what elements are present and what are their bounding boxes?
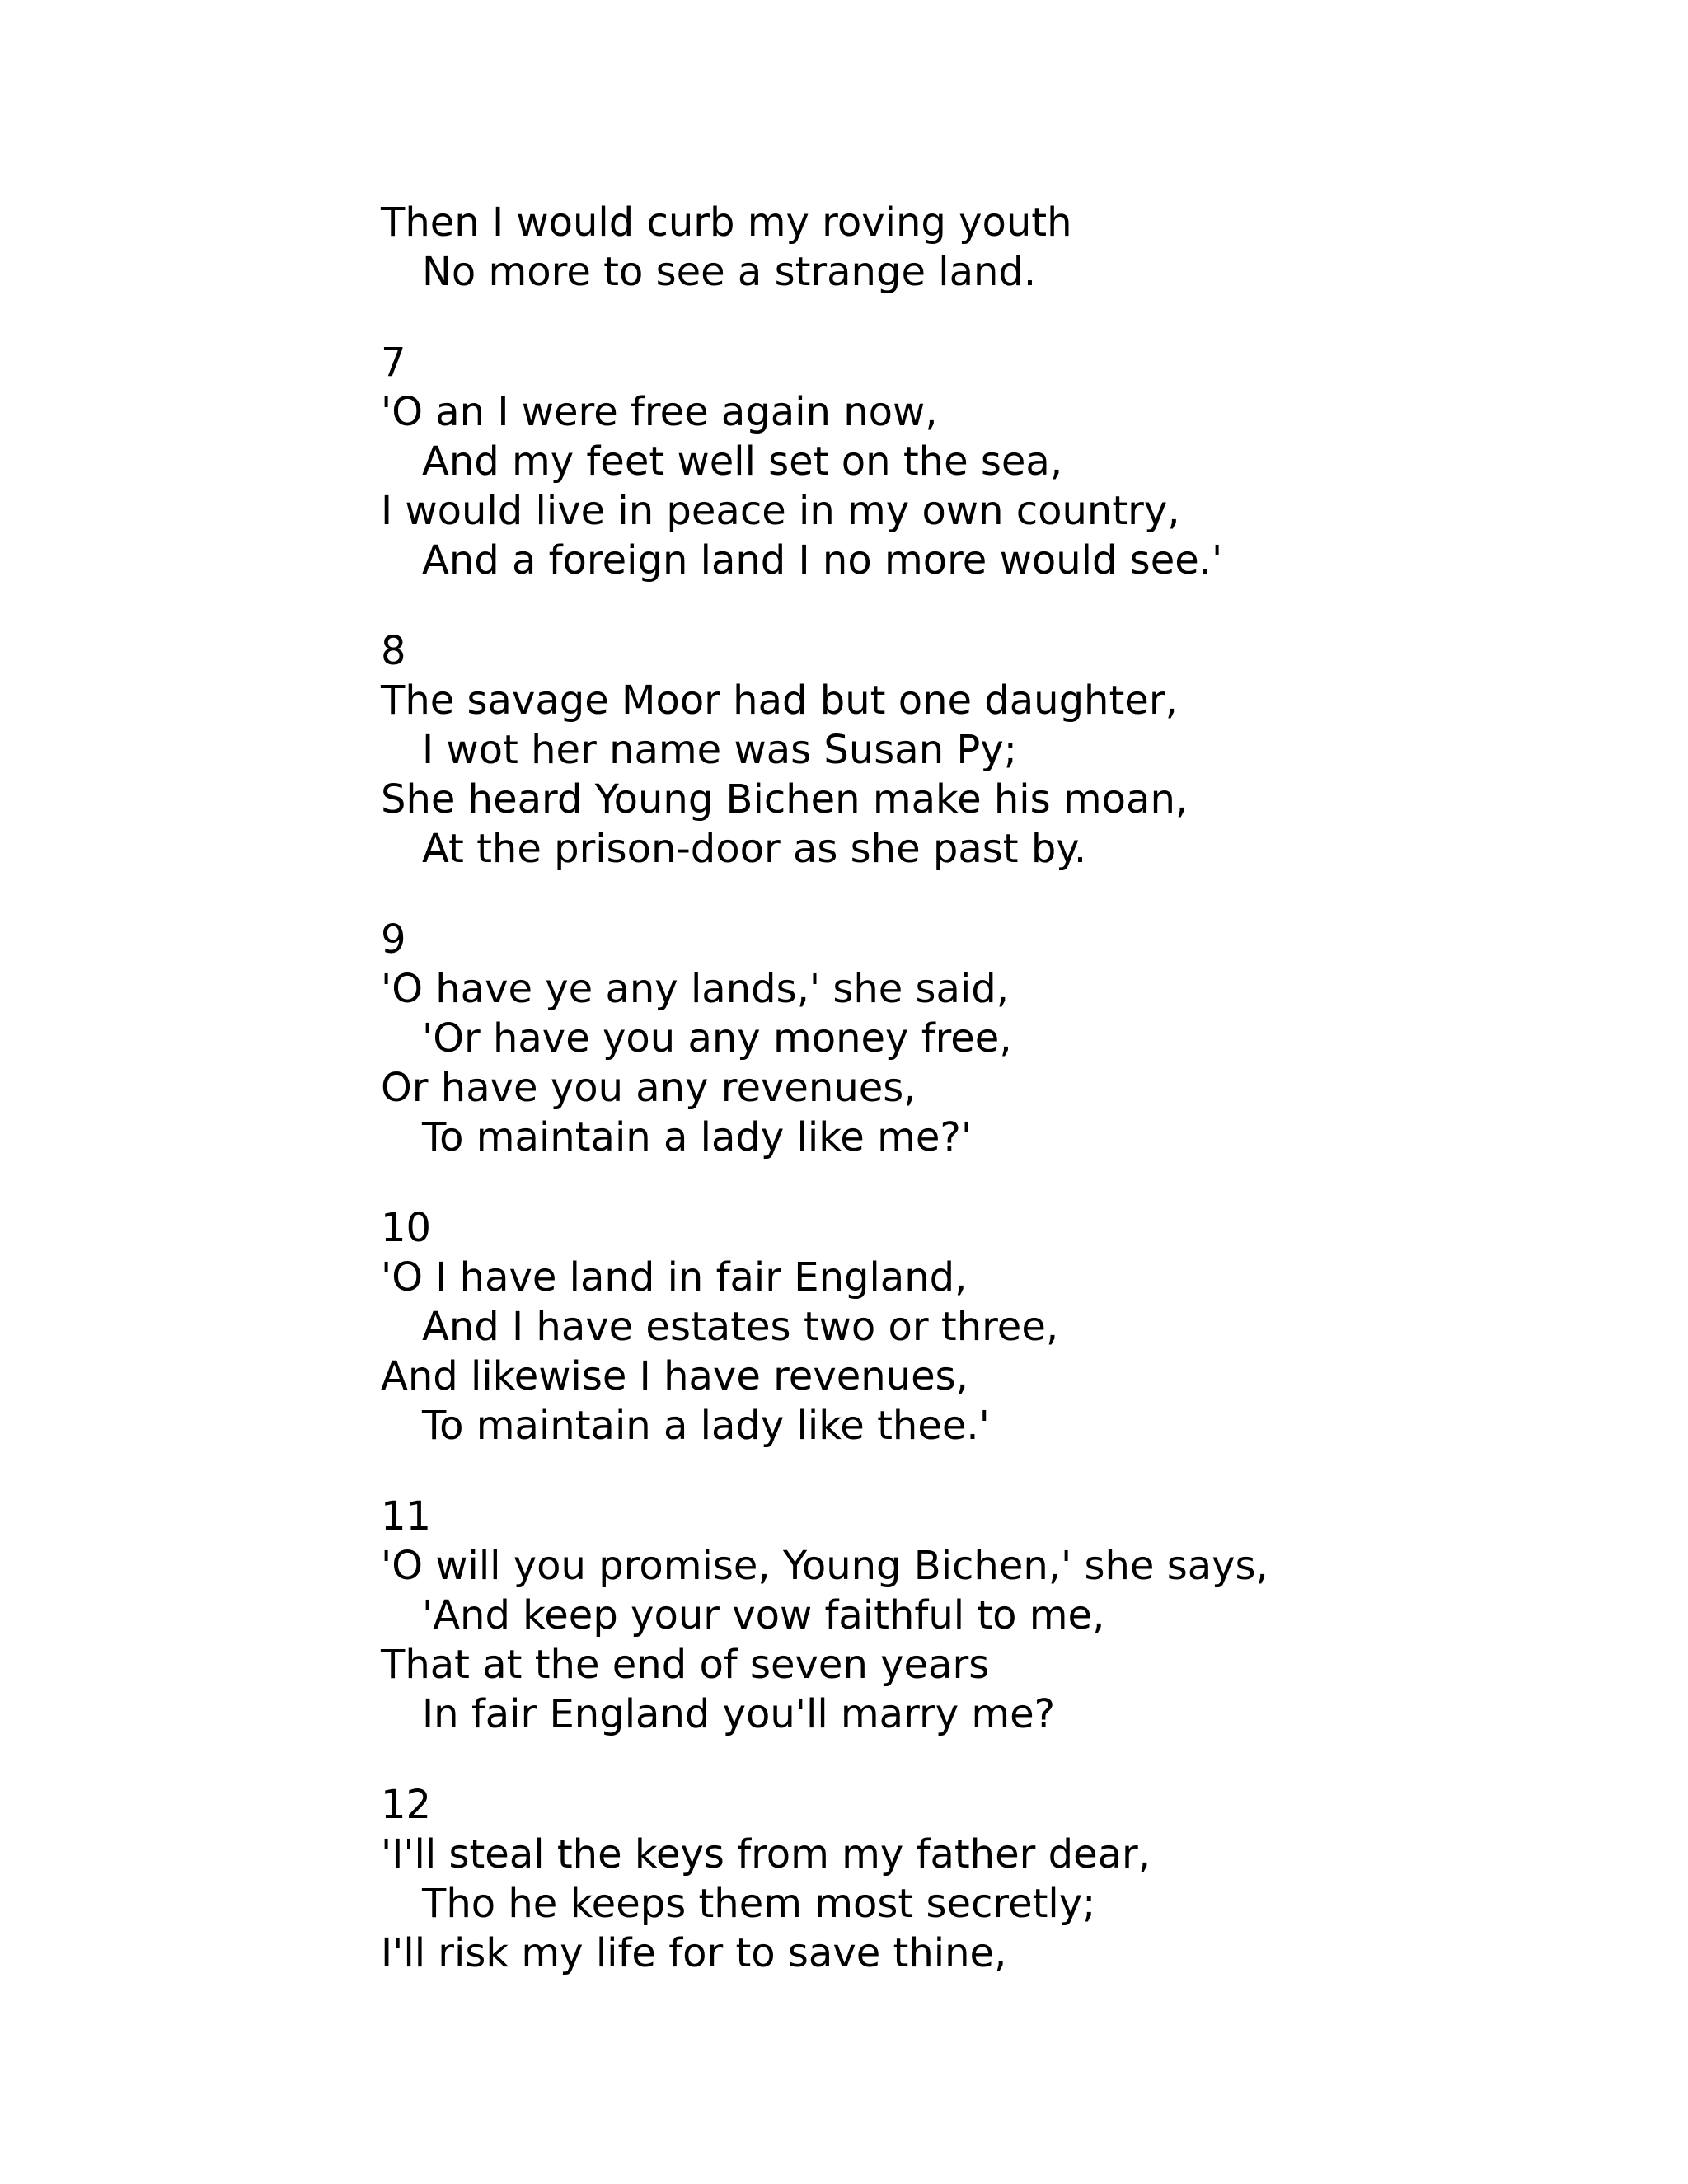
poem-line: And I have estates two or three, xyxy=(422,1304,1059,1350)
poem-line: Or have you any revenues, xyxy=(381,1065,917,1111)
poem-body xyxy=(381,198,1617,1978)
poem-line: To maintain a lady like me?' xyxy=(422,1114,973,1160)
poem-line: In fair England you'll marry me? xyxy=(422,1691,1056,1737)
poem-line: She heard Young Bichen make his moan, xyxy=(381,776,1189,823)
poem-line: 'O will you promise, Young Bichen,' she says, xyxy=(381,1543,1268,1589)
stanza xyxy=(381,1492,1617,1739)
stanza-number: 11 xyxy=(381,1493,432,1540)
poem-line: I'll risk my life for to save thine, xyxy=(381,1930,1007,1976)
poem-line: 'O an I were free again now, xyxy=(381,389,938,435)
poem-line: Tho he keeps them most secretly; xyxy=(422,1881,1096,1927)
stanza xyxy=(381,1203,1617,1451)
poem-line: 'Or have you any money free, xyxy=(422,1015,1012,1062)
stanza xyxy=(381,338,1617,585)
poem-line: Then I would curb my roving youth xyxy=(381,199,1072,246)
poem-line: At the prison-door as she past by. xyxy=(422,826,1087,872)
poem-line: That at the end of seven years xyxy=(381,1642,990,1688)
stanza xyxy=(381,626,1617,874)
poem-line: 'O I have land in fair England, xyxy=(381,1254,968,1301)
stanza-number: 8 xyxy=(381,628,406,674)
poem-line: And likewise I have revenues, xyxy=(381,1353,968,1399)
poem-line: And my feet well set on the sea, xyxy=(422,438,1063,485)
stanza-number: 10 xyxy=(381,1205,432,1251)
poem-line: The savage Moor had but one daughter, xyxy=(381,677,1178,724)
poem-line: I wot her name was Susan Py; xyxy=(422,727,1017,773)
poem-line: 'And keep your vow faithful to me, xyxy=(422,1592,1105,1638)
stanza-continuation xyxy=(381,198,1617,297)
poem-line: 'I'll steal the keys from my father dear, xyxy=(381,1831,1151,1877)
stanza-number: 9 xyxy=(381,916,406,963)
poem-line: No more to see a strange land. xyxy=(422,249,1037,295)
stanza xyxy=(381,915,1617,1162)
stanza-number: 7 xyxy=(381,340,406,386)
poem-line: I would live in peace in my own country, xyxy=(381,488,1180,534)
stanza-number: 12 xyxy=(381,1782,432,1828)
poem-line: To maintain a lady like thee.' xyxy=(422,1403,990,1449)
poem-line: 'O have ye any lands,' she said, xyxy=(381,966,1010,1012)
stanza xyxy=(381,1780,1617,1978)
poem-line: And a foreign land I no more would see.' xyxy=(422,537,1223,583)
